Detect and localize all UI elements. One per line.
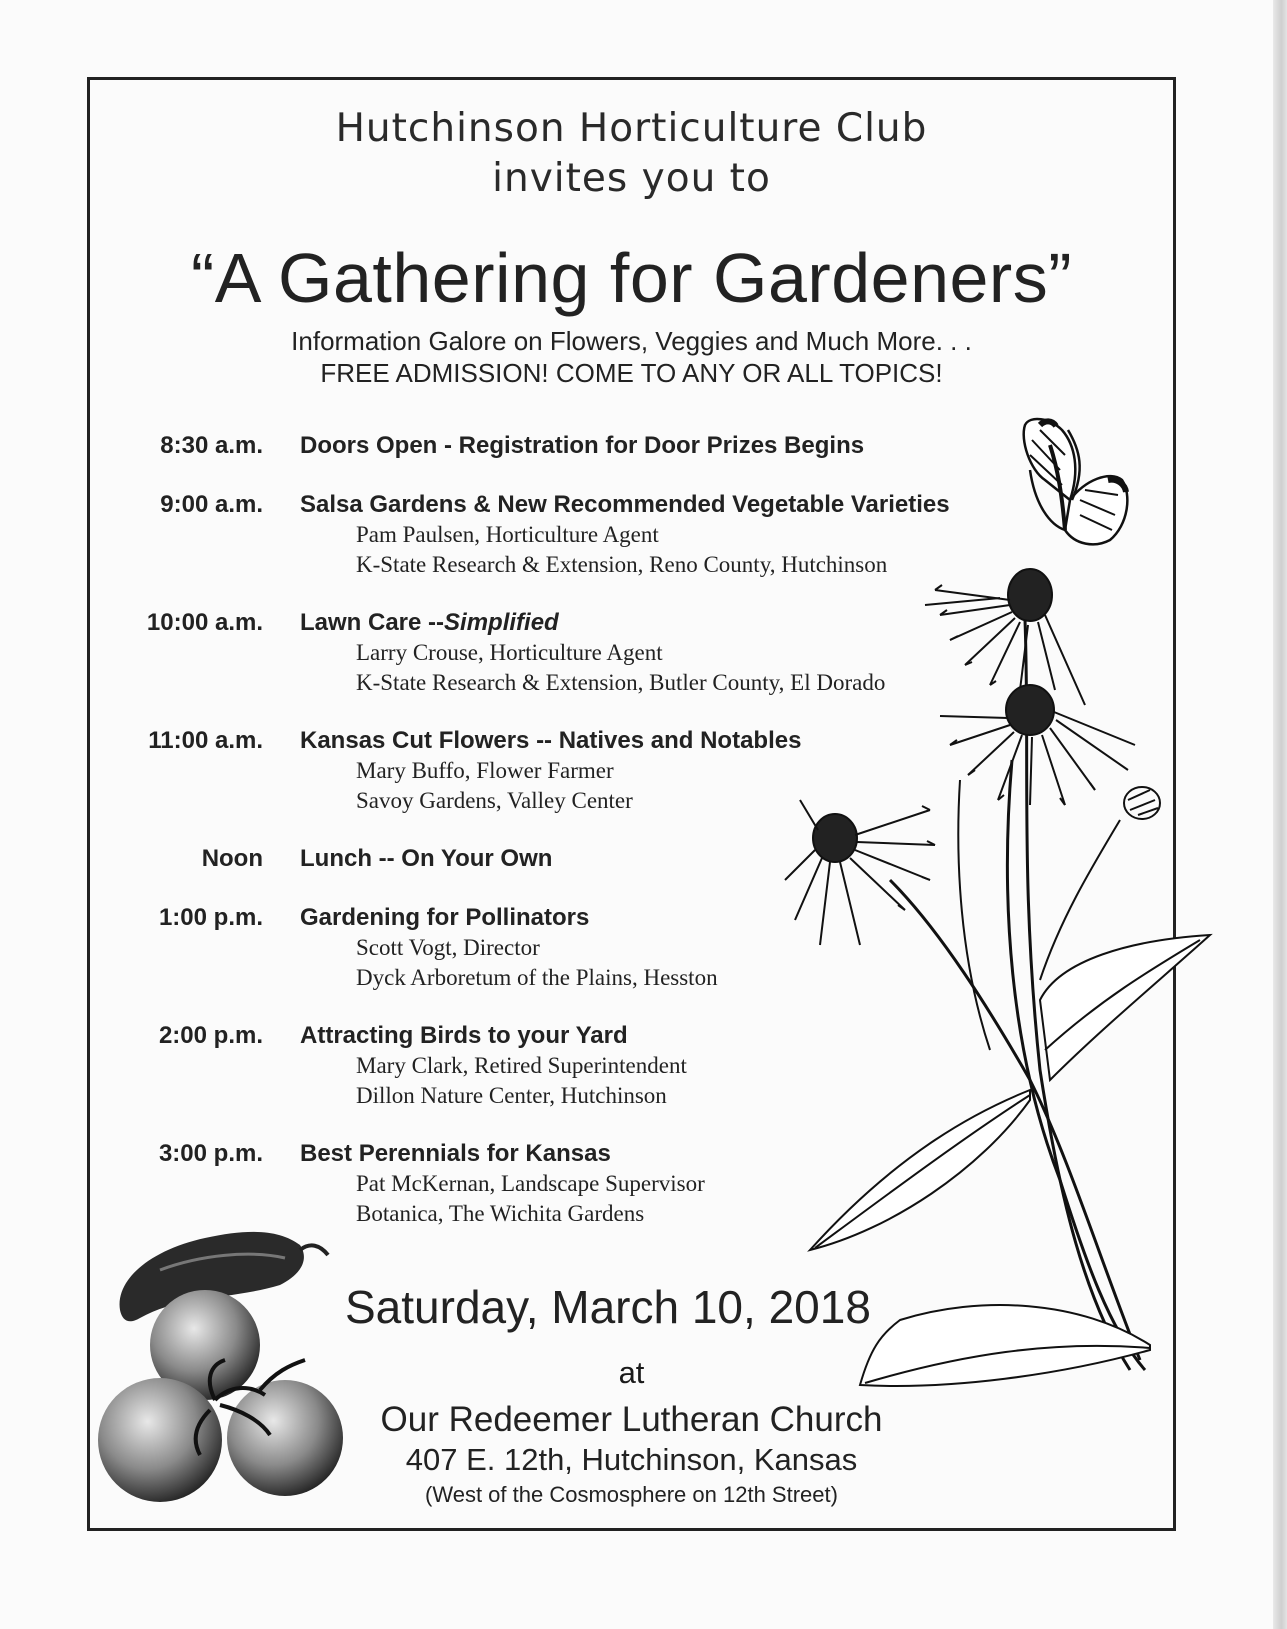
schedule-time: 10:00 a.m. — [146, 609, 263, 636]
schedule-time: 8:30 a.m. — [160, 432, 263, 459]
event-address: 407 E. 12th, Hutchinson, Kansas — [405, 1442, 858, 1477]
schedule-time: Noon — [201, 845, 263, 872]
club-name: Hutchinson Horticulture Club — [335, 106, 928, 151]
speaker-name: Larry Crouse, Horticulture Agent — [356, 640, 663, 665]
speaker-affiliation: Savoy Gardens, Valley Center — [356, 788, 633, 813]
subtitle-line2: FREE ADMISSION! COME TO ANY OR ALL TOPICS! — [320, 358, 943, 388]
speaker-affiliation: Dyck Arboretum of the Plains, Hesston — [356, 965, 718, 990]
schedule-time: 3:00 p.m. — [158, 1140, 263, 1167]
speaker-affiliation: K-State Research & Extension, Reno County, Hutchinson — [356, 552, 888, 577]
topic-text: Lawn Care -- — [300, 609, 445, 636]
event-directions: (West of the Cosmosphere on 12th Street) — [425, 1482, 838, 1507]
event-at: at — [618, 1355, 645, 1390]
schedule-topic: Salsa Gardens & New Recommended Vegetable Varieties — [300, 491, 950, 518]
speaker-affiliation: K-State Research & Extension, Butler County, El Dorado — [356, 670, 886, 695]
schedule-time: 2:00 p.m. — [158, 1022, 263, 1049]
schedule-topic: Lunch -- On Your Own — [300, 845, 553, 872]
schedule-topic: Gardening for Pollinators — [300, 904, 590, 931]
speaker-name: Pat McKernan, Landscape Supervisor — [356, 1171, 705, 1196]
schedule-topic: Doors Open - Registration for Door Prizes Begins — [300, 432, 865, 459]
schedule-topic: Best Perennials for Kansas — [300, 1140, 611, 1167]
schedule-topic: Kansas Cut Flowers -- Natives and Notables — [300, 727, 802, 754]
speaker-name: Pam Paulsen, Horticulture Agent — [356, 522, 659, 547]
butterfly-icon — [1024, 419, 1128, 544]
speaker-affiliation: Dillon Nature Center, Hutchinson — [356, 1083, 667, 1108]
coneflower-icon — [785, 569, 1210, 1386]
invite-line: invites you to — [492, 156, 771, 201]
topic-emphasis: Simplified — [444, 609, 559, 636]
event-venue: Our Redeemer Lutheran Church — [380, 1400, 883, 1439]
schedule-time: 1:00 p.m. — [158, 904, 263, 931]
subtitle-line1: Information Galore on Flowers, Veggies and Much More. . . — [291, 326, 972, 356]
event-title: “A Gathering for Gardeners” — [190, 239, 1073, 317]
speaker-affiliation: Botanica, The Wichita Gardens — [356, 1201, 645, 1226]
schedule-time: 11:00 a.m. — [148, 727, 263, 754]
speaker-name: Mary Buffo, Flower Farmer — [356, 758, 614, 783]
speaker-name: Scott Vogt, Director — [356, 935, 540, 960]
speaker-name: Mary Clark, Retired Superintendent — [356, 1053, 687, 1078]
event-date: Saturday, March 10, 2018 — [345, 1281, 871, 1333]
schedule-time: 9:00 a.m. — [160, 491, 263, 518]
schedule-topic: Attracting Birds to your Yard — [300, 1022, 628, 1049]
